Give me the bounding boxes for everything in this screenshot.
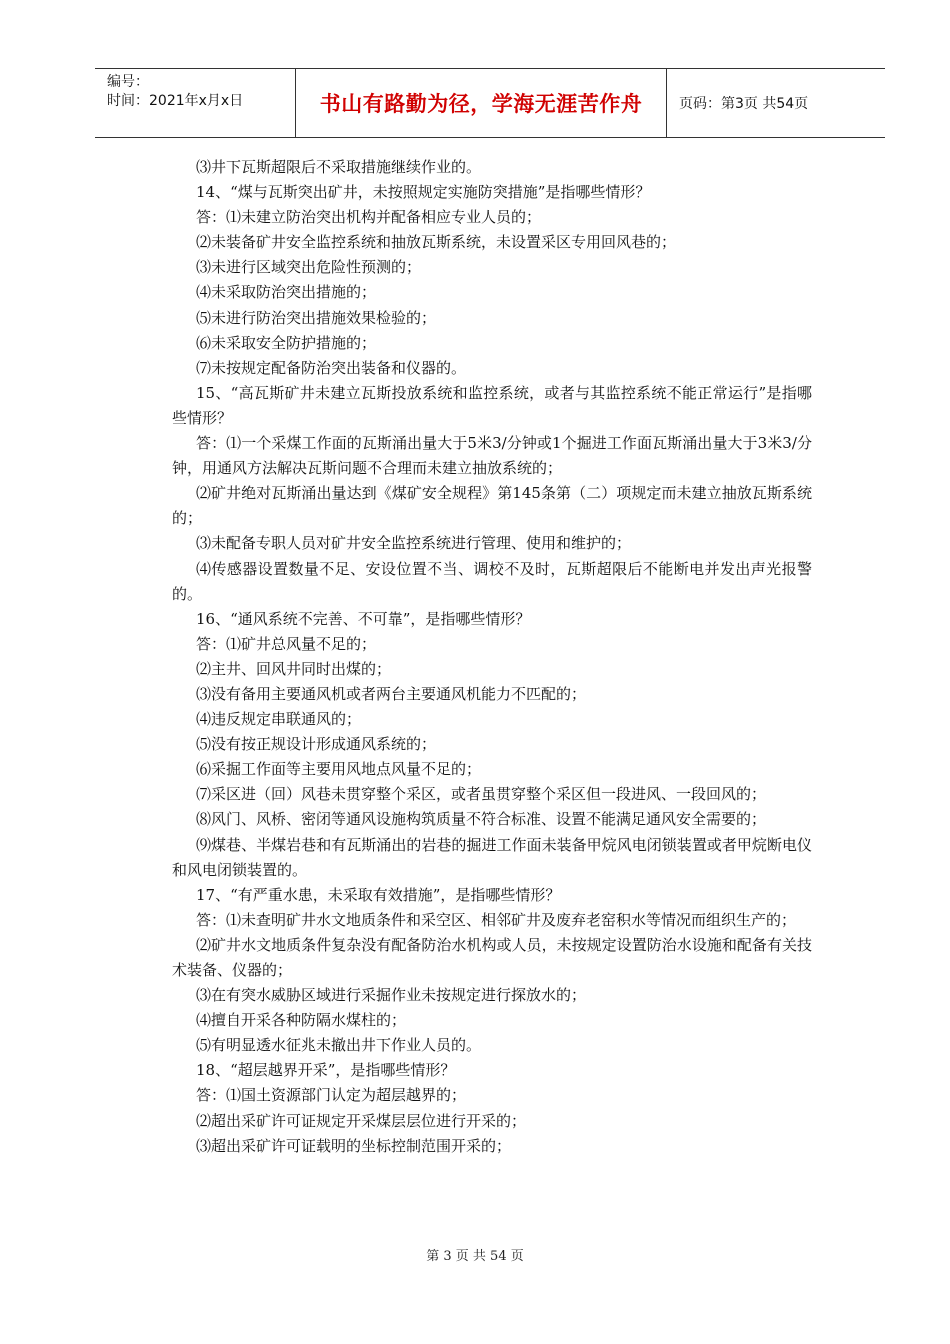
paragraph: ⑹未采取安全防护措施的； [196,333,377,352]
question-heading: 14、“煤与瓦斯突出矿井，未按照规定实施防突措施”是指哪些情形？ [196,183,651,202]
paragraph: ⑷未采取防治突出措施的； [196,283,377,302]
paragraph: ⑵主井、回风井同时出煤的； [196,659,392,678]
page-header [95,68,885,138]
paragraph: ⑵矿井绝对瓦斯涌出量达到《煤矿安全规程》第145条第（二）项规定而未建立抽放瓦斯系统的； [172,484,812,528]
header-page-info: 页码：第3页 共54页 [679,96,809,112]
paragraph: ⑺采区进（回）风巷未贯穿整个采区，或者虽贯穿整个采区但一段进风、一段回风的； [196,785,767,804]
paragraph: ⑼煤巷、半煤岩巷和有瓦斯涌出的岩巷的掘进工作面未装备甲烷风电闭锁装置或者甲烷断电仪和风电闭锁装置的。 [172,835,812,879]
paragraph: 答：⑴矿井总风量不足的； [196,634,377,653]
paragraph: ⑶未配备专职人员对矿井安全监控系统进行管理、使用和维护的； [196,534,632,553]
paragraph: ⑷违反规定串联通风的； [196,710,362,729]
paragraph: 答：⑴一个采煤工作面的瓦斯涌出量大于5米3/分钟或1个掘进工作面瓦斯涌出量大于3米3/分钟，用通风方法解决瓦斯问题不合理而未建立抽放系统的； [172,434,812,478]
paragraph: ⑸未进行防治突出措施效果检验的； [196,308,437,327]
paragraph: ⑶井下瓦斯超限后不采取措施继续作业的。 [196,158,482,176]
question-heading: 17、“有严重水患，未采取有效措施”，是指哪些情形？ [196,885,561,904]
paragraph: ⑻风门、风桥、密闭等通风设施构筑质量不符合标准、设置不能满足通风安全需要的； [196,810,767,829]
time-line: 时间：2021年x月x日 [107,93,244,109]
paragraph: ⑸没有按正规设计形成通风系统的； [196,735,437,754]
paragraph: ⑶未进行区域突出危险性预测的； [196,258,422,277]
paragraph: ⑵超出采矿许可证规定开采煤层层位进行开采的； [196,1111,527,1130]
paragraph: ⑵未装备矿井安全监控系统和抽放瓦斯系统，未设置采区专用回风巷的； [196,233,677,252]
header-motto: 书山有路勤为径，学海无涯苦作舟 [295,69,667,137]
paragraph: 答：⑴未建立防治突出机构并配备相应专业人员的； [196,208,542,227]
paragraph: ⑹采掘工作面等主要用风地点风量不足的； [196,760,482,779]
paragraph: 答：⑴未查明矿井水文地质条件和采空区、相邻矿井及废弃老窑积水等情况而组织生产的； [196,910,797,929]
paragraph: ⑶超出采矿许可证载明的坐标控制范围开采的； [196,1136,512,1155]
number-label: 编号： [107,74,149,90]
page-footer: 第 3 页 共 54 页 [426,1249,524,1264]
paragraph: ⑶没有备用主要通风机或者两台主要通风机能力不匹配的； [196,684,587,703]
paragraph: ⑺未按规定配备防治突出装备和仪器的。 [196,358,467,377]
question-heading: 18、“超层越界开采”，是指哪些情形？ [196,1061,456,1080]
document-body [172,155,812,1159]
question-heading: 15、“高瓦斯矿井未建立瓦斯投放系统和监控系统，或者与其监控系统不能正常运行”是指哪些情形？ [172,383,812,427]
paragraph: ⑸有明显透水征兆未撤出井下作业人员的。 [196,1036,482,1055]
question-heading: 16、“通风系统不完善、不可靠”，是指哪些情形？ [196,609,531,628]
paragraph: ⑷擅自开采各种防隔水煤柱的； [196,1011,407,1030]
paragraph: ⑶在有突水威胁区域进行采掘作业未按规定进行探放水的； [196,986,587,1005]
paragraph: 答：⑴国土资源部门认定为超层越界的； [196,1086,467,1105]
paragraph: ⑷传感器设置数量不足、安设位置不当、调校不及时，瓦斯超限后不能断电并发出声光报警的。 [172,559,812,603]
header-meta [95,69,295,137]
paragraph: ⑵矿井水文地质条件复杂没有配备防治水机构或人员，未按规定设置防治水设施和配备有关技术装备、仪器的； [172,935,812,979]
